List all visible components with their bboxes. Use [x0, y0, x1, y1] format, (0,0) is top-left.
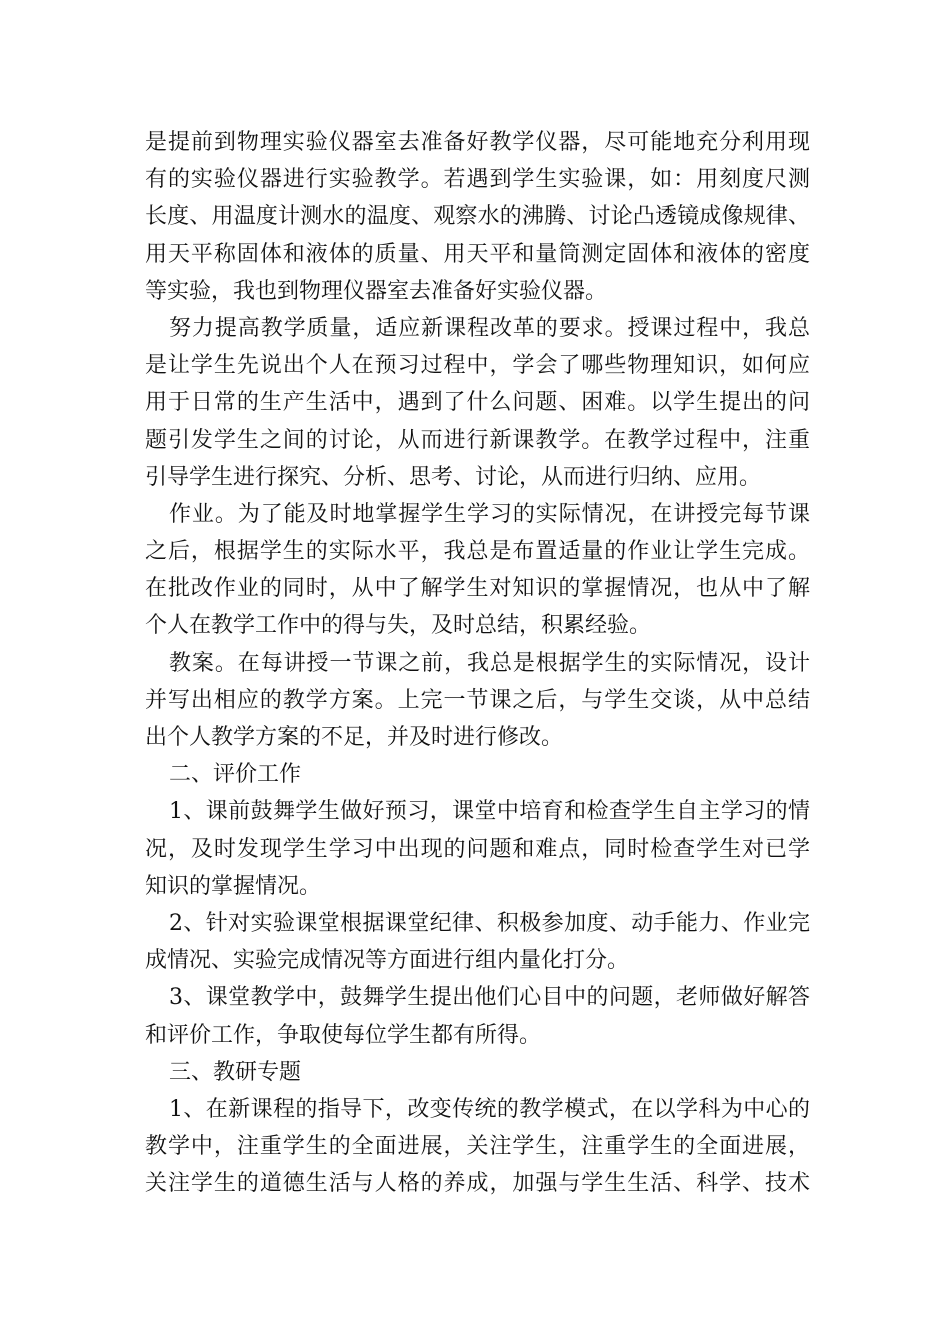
- text-line: 3、课堂教学中，鼓舞学生提出他们心目中的问题，老师做好解答: [169, 985, 810, 1011]
- text-line: 教学中，注重学生的全面进展，关注学生，注重学生的全面进展，: [145, 1134, 810, 1160]
- text-line: 知识的掌握情况。: [145, 873, 322, 899]
- text-line: 等实验，我也到物理仪器室去准备好实验仪器。: [145, 278, 608, 304]
- text-line: 个人在教学工作中的得与失，及时总结，积累经验。: [145, 613, 652, 639]
- text-line: 二、评价工作: [169, 762, 302, 788]
- text-line: 成情况、实验完成情况等方面进行组内量化打分。: [145, 948, 630, 974]
- document-body: [145, 124, 810, 1202]
- text-line: 是提前到物理实验仪器室去准备好教学仪器，尽可能地充分利用现: [145, 130, 810, 155]
- text-line: 在批改作业的同时，从中了解学生对知识的掌握情况，也从中了解: [145, 576, 810, 602]
- text-line: 和评价工作，争取使每位学生都有所得。: [145, 1022, 542, 1048]
- text-line: 况，及时发现学生学习中出现的问题和难点，同时检查学生对已学: [145, 836, 810, 862]
- text-line: 是让学生先说出个人在预习过程中，学会了哪些物理知识，如何应: [145, 353, 810, 379]
- text-line: 教案。在每讲授一节课之前，我总是根据学生的实际情况，设计: [169, 650, 810, 676]
- text-line: 1、在新课程的指导下，改变传统的教学模式，在以学科为中心的: [169, 1096, 810, 1122]
- text-line: 有的实验仪器进行实验教学。若遇到学生实验课，如：用刻度尺测: [145, 167, 810, 193]
- text-line: 作业。为了能及时地掌握学生学习的实际情况，在讲授完每节课: [169, 501, 810, 527]
- text-line: 1、课前鼓舞学生做好预习，课堂中培育和检查学生自主学习的情: [169, 799, 810, 825]
- text-line: 2、针对实验课堂根据课堂纪律、积极参加度、动手能力、作业完: [169, 910, 810, 936]
- text-line: 努力提高教学质量，适应新课程改革的要求。授课过程中，我总: [169, 315, 810, 341]
- text-line: 之后，根据学生的实际水平，我总是布置适量的作业让学生完成。: [145, 539, 810, 565]
- text-line: 引导学生进行探究、分析、思考、讨论，从而进行归纳、应用。: [145, 464, 762, 490]
- text-line: 三、教研专题: [169, 1059, 302, 1085]
- text-line: 并写出相应的教学方案。上完一节课之后，与学生交谈，从中总结: [145, 687, 810, 713]
- text-line: 关注学生的道德生活与人格的养成，加强与学生生活、科学、技术: [145, 1171, 810, 1197]
- text-line: 题引发学生之间的讨论，从而进行新课教学。在教学过程中，注重: [145, 427, 810, 453]
- text-line: 长度、用温度计测水的温度、观察水的沸腾、讨论凸透镜成像规律、: [145, 204, 810, 230]
- text-line: 用天平称固体和液体的质量、用天平和量筒测定固体和液体的密度: [145, 241, 810, 267]
- text-line: 出个人教学方案的不足，并及时进行修改。: [145, 725, 564, 750]
- text-line: 用于日常的生产生活中，遇到了什么问题、困难。以学生提出的问: [145, 390, 810, 416]
